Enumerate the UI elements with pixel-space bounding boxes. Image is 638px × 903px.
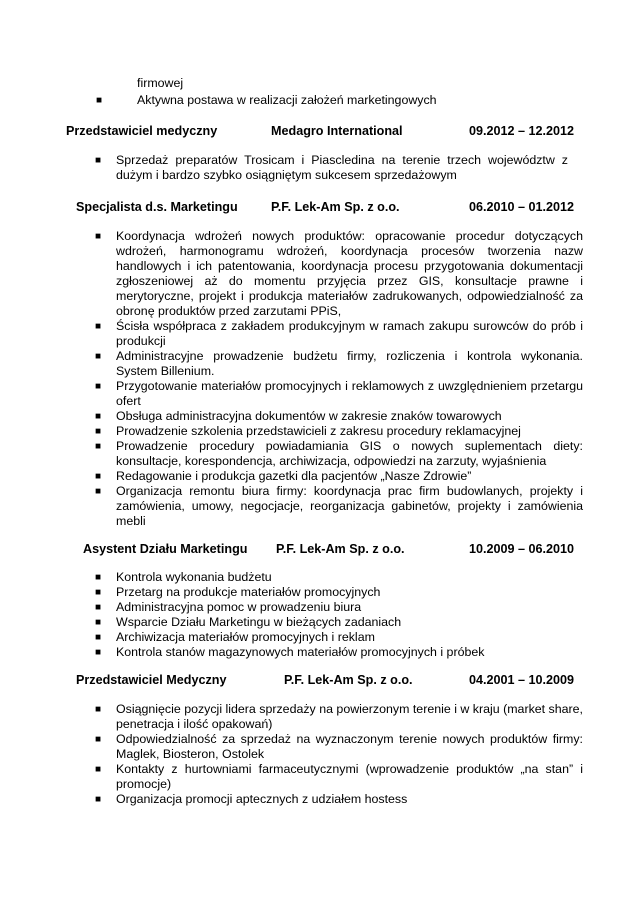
list-item: ■ Kontakty z hurtowniami farmaceutycznymi (wprowadzenie produktów „na stan” i promocje)	[95, 762, 583, 791]
list-item: ■ Redagowanie i produkcja gazetki dla pacjentów „Nasze Zdrowie”	[95, 469, 472, 483]
bullet-icon: ■	[95, 632, 102, 643]
list-item: ■ Sprzedaż preparatów Trosicam i Piascledina na terenie trzech województw z dużym i bardzo szybko osiągniętym sukcesem sprzedażowym	[95, 153, 568, 182]
job-dates: 09.2012 – 12.2012	[469, 124, 575, 138]
bullet-icon: ■	[95, 647, 102, 658]
job-header	[0, 124, 638, 140]
bullet-icon: ■	[95, 587, 102, 598]
job-company: Medagro International	[271, 124, 403, 138]
bullet-icon: ■	[95, 155, 102, 166]
job-position: Specjalista d.s. Marketingu	[76, 200, 238, 214]
bullet-icon: ■	[95, 231, 102, 242]
bullet-icon: ■	[95, 602, 102, 613]
list-item: ■ Obsługa administracyjna dokumentów w zakresie znaków towarowych	[95, 409, 502, 423]
list-item: ■ Archiwizacja materiałów promocyjnych i reklam	[95, 630, 375, 644]
bullet-icon: ■	[95, 704, 102, 715]
list-item: ■ Przygotowanie materiałów promocyjnych i reklamowych z uwzględnieniem przetargu ofert	[95, 379, 583, 408]
list-item: ■ Wsparcie Działu Marketingu w bieżących zadaniach	[95, 615, 402, 629]
job-bullet-list	[95, 153, 568, 183]
list-item: ■ Aktywna postawa w realizacji założeń marketingowych	[96, 93, 437, 107]
job-dates: 04.2001 – 10.2009	[469, 673, 575, 687]
job-bullet-list	[95, 570, 583, 660]
intro-bullet-list	[96, 93, 557, 108]
job-dates: 10.2009 – 06.2010	[469, 542, 575, 556]
job-dates: 06.2010 – 01.2012	[469, 200, 575, 214]
bullet-icon: ■	[95, 351, 102, 362]
list-item: ■ Prowadzenie szkolenia przedstawicieli z zakresu procedury reklamacyjnej	[95, 424, 521, 438]
list-item: ■ Organizacja promocji aptecznych z udziałem hostess	[95, 792, 408, 806]
list-item: ■ Przetarg na produkcje materiałów promocyjnych	[95, 585, 381, 599]
job-company: P.F. Lek-Am Sp. z o.o.	[276, 542, 405, 556]
bullet-icon: ■	[95, 441, 102, 452]
job-position: Asystent Działu Marketingu	[83, 542, 248, 556]
job-header	[0, 673, 638, 689]
list-item: ■ Organizacja remontu biura firmy: koordynacja prac firm budowlanych, projekty i zamówienia, umowy, negocjacje, reorganizacja gabinetów, projekty i zamówienia mebli	[95, 484, 583, 528]
job-position: Przedstawiciel Medyczny	[76, 673, 227, 687]
job-header	[0, 200, 638, 216]
job-company: P.F. Lek-Am Sp. z o.o.	[284, 673, 413, 687]
list-item: ■ Kontrola stanów magazynowych materiałów promocyjnych i próbek	[95, 645, 485, 659]
bullet-icon: ■	[95, 764, 102, 775]
list-item: ■ Administracyjna pomoc w prowadzeniu biura	[95, 600, 362, 614]
list-item: ■ Kontrola wykonania budżetu	[95, 570, 272, 584]
list-item: ■ Ścisła współpraca z zakładem produkcyjnym w ramach zakupu surowców do prób i produkcji	[95, 319, 583, 348]
bullet-icon: ■	[95, 572, 102, 583]
continued-text: firmowej	[137, 76, 184, 90]
bullet-icon: ■	[95, 426, 102, 437]
list-item: ■ Prowadzenie procedury powiadamiania GIS o nowych suplementach diety: konsultacje, korespondencja, archiwizacja, odpowiedzi na zarzuty, wyjaśnienia	[95, 439, 583, 468]
bullet-icon: ■	[95, 411, 102, 422]
list-item: ■ Osiągnięcie pozycji lidera sprzedaży na powierzonym terenie i w kraju (market share, penetracja i ilość opakowań)	[95, 702, 583, 731]
bullet-icon: ■	[95, 381, 102, 392]
list-item: ■ Administracyjne prowadzenie budżetu firmy, rozliczenia i kontrola wykonania. System Billenium.	[95, 349, 583, 378]
job-bullet-list	[95, 702, 583, 807]
job-header	[0, 542, 638, 558]
list-item: ■ Koordynacja wdrożeń nowych produktów: opracowanie procedur dotyczących wdrożeń, harmonogramu wdrożeń, koordynacja procesów tworzenia nazw handlowych i ich patentowania, koordynacja procesu przygotowania dokumentacji zgłoszeniowej aż do momentu przyjęcia przez GIS, konsultacje prawne i merytoryczne, projekt i produkcja materiałów zadrukowanych, odpowiedzialność za obronę produktów przed zarzutami PPiS,	[95, 229, 583, 318]
job-company: P.F. Lek-Am Sp. z o.o.	[271, 200, 400, 214]
bullet-icon: ■	[95, 794, 102, 805]
bullet-icon: ■	[95, 617, 102, 628]
bullet-icon: ■	[96, 95, 103, 106]
job-position: Przedstawiciel medyczny	[66, 124, 218, 138]
job-bullet-list	[95, 229, 583, 529]
bullet-icon: ■	[95, 471, 102, 482]
bullet-icon: ■	[95, 486, 102, 497]
list-item: ■ Odpowiedzialność za sprzedaż na wyznaczonym terenie nowych produktów firmy: Maglek, Biosteron, Ostolek	[95, 732, 583, 761]
bullet-icon: ■	[95, 734, 102, 745]
bullet-icon: ■	[95, 321, 102, 332]
